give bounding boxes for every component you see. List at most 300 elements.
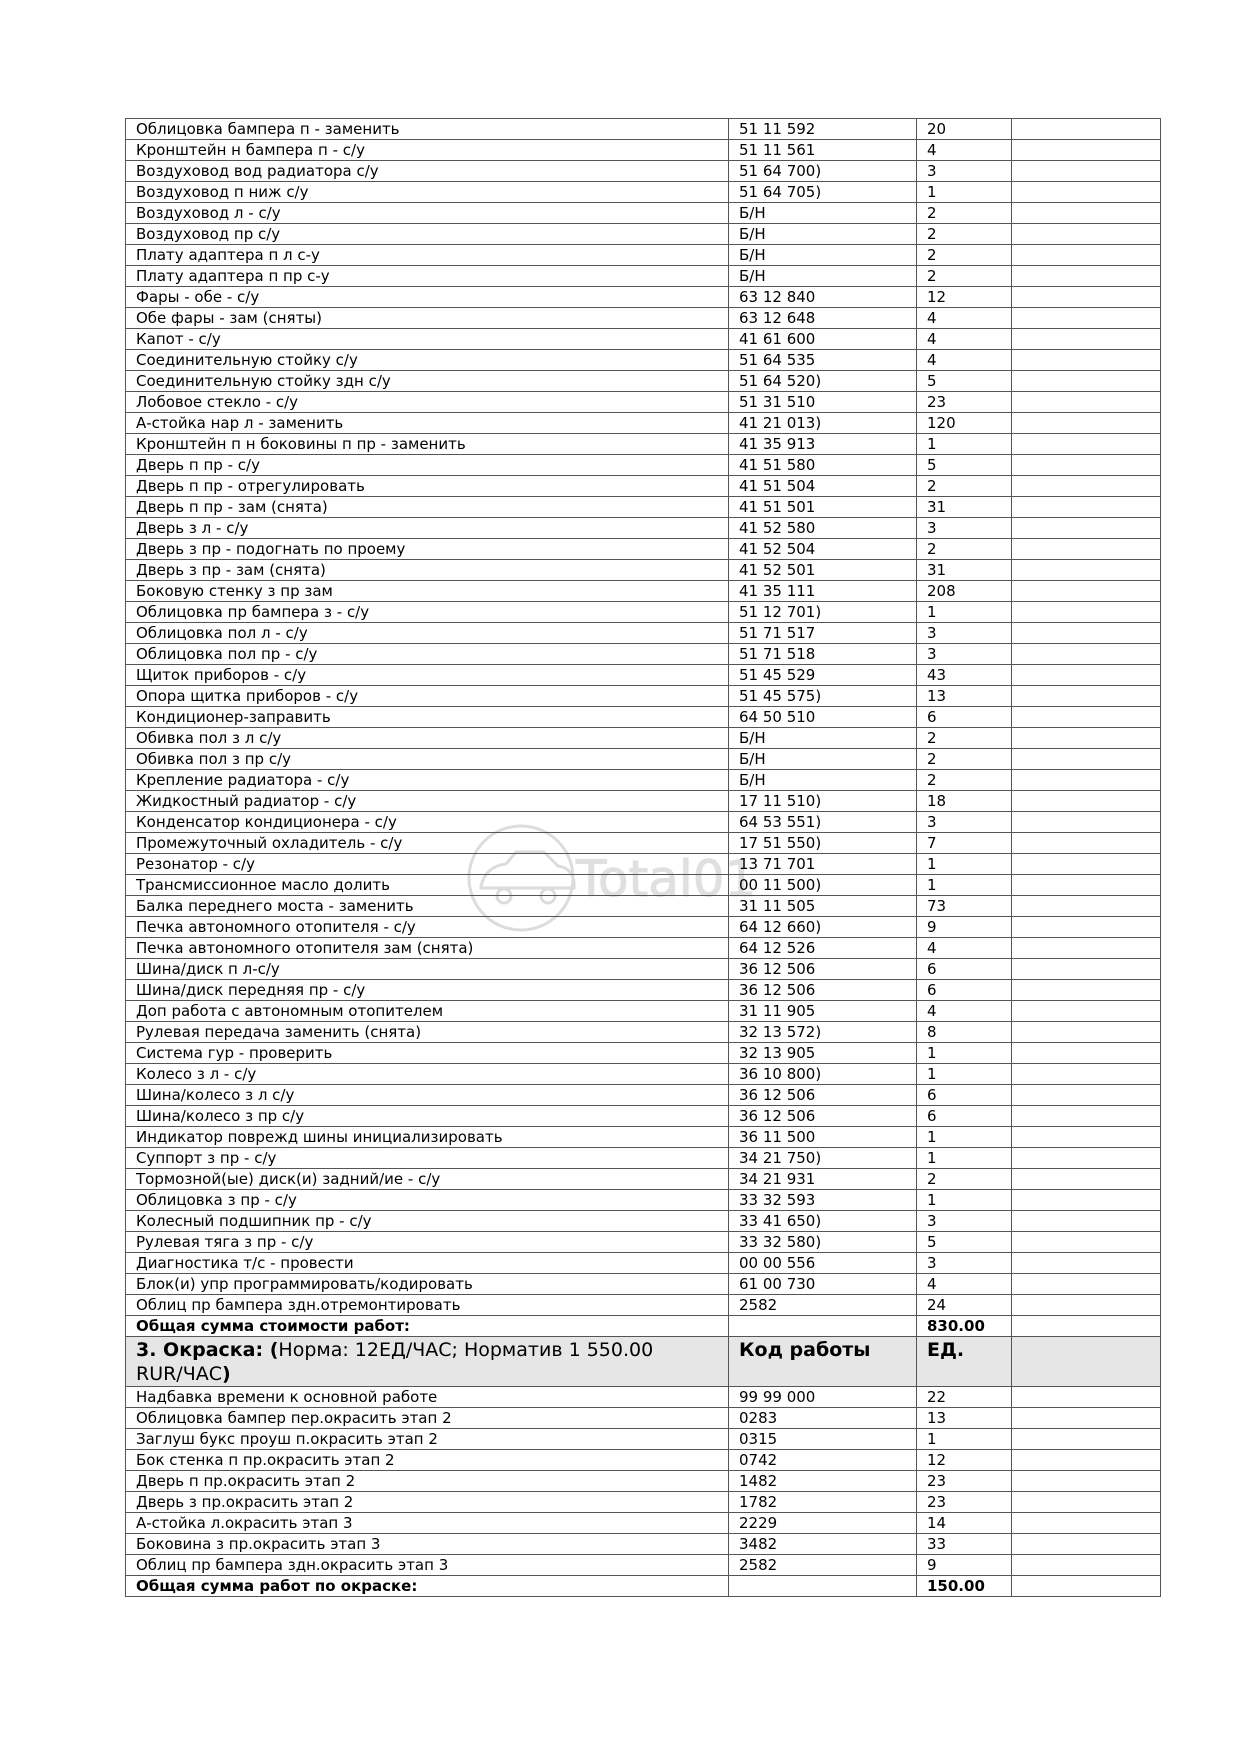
- paint-code-cell: 1482: [729, 1471, 917, 1492]
- work-code-cell: Б/Н: [729, 224, 917, 245]
- work-empty-cell: [1012, 1043, 1161, 1064]
- work-code-cell: 36 10 800): [729, 1064, 917, 1085]
- work-code-cell: 64 53 551): [729, 812, 917, 833]
- watermark-text: Total01: [576, 850, 757, 908]
- work-empty-cell: [1012, 728, 1161, 749]
- work-empty-cell: [1012, 539, 1161, 560]
- work-units-cell: 1: [917, 1043, 1012, 1064]
- table-row: [126, 1387, 1161, 1408]
- table-row: [126, 287, 1161, 308]
- work-empty-cell: [1012, 308, 1161, 329]
- table-row: [126, 1085, 1161, 1106]
- paint-units-cell: 23: [917, 1471, 1012, 1492]
- work-code-cell: 41 51 501: [729, 497, 917, 518]
- paint-operation-cell: Бок стенка п пр.окрасить этап 2: [126, 1450, 729, 1471]
- work-operation-cell: Опора щитка приборов - с/у: [126, 686, 729, 707]
- work-units-cell: 9: [917, 917, 1012, 938]
- work-code-cell: 41 51 580: [729, 455, 917, 476]
- work-empty-cell: [1012, 1295, 1161, 1316]
- table-row: [126, 1190, 1161, 1211]
- work-units-cell: 2: [917, 245, 1012, 266]
- work-operation-cell: Печка автономного отопителя - с/у: [126, 917, 729, 938]
- work-units-cell: 2: [917, 728, 1012, 749]
- total-empty-cell: [729, 1576, 917, 1597]
- paint-empty-cell: [1012, 1408, 1161, 1429]
- paint-units-cell: 14: [917, 1513, 1012, 1534]
- work-operation-cell: Тормозной(ые) диск(и) задний/ие - с/у: [126, 1169, 729, 1190]
- work-units-cell: 6: [917, 1085, 1012, 1106]
- work-empty-cell: [1012, 686, 1161, 707]
- work-units-cell: 1: [917, 1190, 1012, 1211]
- paint-code-cell: 0315: [729, 1429, 917, 1450]
- work-code-cell: 51 71 518: [729, 644, 917, 665]
- table-row: [126, 329, 1161, 350]
- work-units-cell: 3: [917, 161, 1012, 182]
- table-row: [126, 1555, 1161, 1576]
- work-code-cell: 13 71 701: [729, 854, 917, 875]
- paint-empty-cell: [1012, 1471, 1161, 1492]
- work-empty-cell: [1012, 791, 1161, 812]
- work-empty-cell: [1012, 392, 1161, 413]
- table-row: [126, 686, 1161, 707]
- work-empty-cell: [1012, 140, 1161, 161]
- work-empty-cell: [1012, 476, 1161, 497]
- work-operation-cell: Дверь з л - с/у: [126, 518, 729, 539]
- paint-units-cell: 23: [917, 1492, 1012, 1513]
- work-code-cell: Б/Н: [729, 203, 917, 224]
- work-total-row: [126, 1316, 1161, 1337]
- work-code-cell: Б/Н: [729, 266, 917, 287]
- work-empty-cell: [1012, 1106, 1161, 1127]
- work-operation-cell: Дверь п пр - отрегулировать: [126, 476, 729, 497]
- work-operation-cell: Шина/колесо з пр с/у: [126, 1106, 729, 1127]
- work-empty-cell: [1012, 1064, 1161, 1085]
- work-empty-cell: [1012, 161, 1161, 182]
- work-units-cell: 24: [917, 1295, 1012, 1316]
- table-row: [126, 1471, 1161, 1492]
- paint-code-cell: 0283: [729, 1408, 917, 1429]
- work-code-cell: 51 11 592: [729, 119, 917, 140]
- work-units-cell: 2: [917, 749, 1012, 770]
- table-row: [126, 476, 1161, 497]
- work-units-cell: 7: [917, 833, 1012, 854]
- work-operation-cell: Печка автономного отопителя зам (снята): [126, 938, 729, 959]
- section-title-text: 3. Окраска: (: [136, 1339, 279, 1361]
- work-operation-cell: Обивка пол з л с/у: [126, 728, 729, 749]
- total-label: Общая сумма работ по окраске:: [126, 1576, 729, 1597]
- work-code-cell: 64 50 510: [729, 707, 917, 728]
- work-units-cell: 1: [917, 434, 1012, 455]
- table-row: [126, 266, 1161, 287]
- work-units-cell: 4: [917, 1001, 1012, 1022]
- work-empty-cell: [1012, 266, 1161, 287]
- table-row: [126, 602, 1161, 623]
- paint-code-cell: 3482: [729, 1534, 917, 1555]
- units-column-header: ЕД.: [917, 1337, 1012, 1387]
- work-empty-cell: [1012, 329, 1161, 350]
- paint-code-cell: 99 99 000: [729, 1387, 917, 1408]
- table-row: [126, 1253, 1161, 1274]
- table-row: [126, 350, 1161, 371]
- work-code-cell: 00 00 556: [729, 1253, 917, 1274]
- work-empty-cell: [1012, 413, 1161, 434]
- work-units-cell: 20: [917, 119, 1012, 140]
- work-operation-cell: Фары - обе - с/у: [126, 287, 729, 308]
- work-units-cell: 120: [917, 413, 1012, 434]
- table-row: [126, 1148, 1161, 1169]
- work-operation-cell: Рулевая тяга з пр - с/у: [126, 1232, 729, 1253]
- table-row: [126, 707, 1161, 728]
- work-empty-cell: [1012, 959, 1161, 980]
- table-row: [126, 938, 1161, 959]
- table-row: [126, 539, 1161, 560]
- work-code-cell: 31 11 905: [729, 1001, 917, 1022]
- work-units-cell: 5: [917, 1232, 1012, 1253]
- table-row: [126, 1211, 1161, 1232]
- work-empty-cell: [1012, 1085, 1161, 1106]
- paint-empty-cell: [1012, 1513, 1161, 1534]
- table-row: [126, 917, 1161, 938]
- work-operation-cell: Индикатор поврежд шины инициализировать: [126, 1127, 729, 1148]
- table-row: [126, 728, 1161, 749]
- work-units-cell: 18: [917, 791, 1012, 812]
- table-row: [126, 140, 1161, 161]
- work-code-cell: 41 61 600: [729, 329, 917, 350]
- paint-operation-cell: Заглуш букс проуш п.окрасить этап 2: [126, 1429, 729, 1450]
- paint-section-header: [126, 1337, 1161, 1387]
- work-operation-cell: Резонатор - с/у: [126, 854, 729, 875]
- paint-operation-cell: Дверь з пр.окрасить этап 2: [126, 1492, 729, 1513]
- work-empty-cell: [1012, 1274, 1161, 1295]
- table-row: [126, 1429, 1161, 1450]
- work-operation-cell: Плату адаптера п пр с-у: [126, 266, 729, 287]
- paint-empty-cell: [1012, 1450, 1161, 1471]
- paint-empty-cell: [1012, 1534, 1161, 1555]
- work-code-cell: Б/Н: [729, 245, 917, 266]
- work-empty-cell: [1012, 182, 1161, 203]
- work-operation-cell: Шина/колесо з л с/у: [126, 1085, 729, 1106]
- work-operation-cell: Дверь п пр - зам (снята): [126, 497, 729, 518]
- work-units-cell: 4: [917, 938, 1012, 959]
- table-row: [126, 896, 1161, 917]
- paint-empty-cell: [1012, 1429, 1161, 1450]
- paint-units-cell: 22: [917, 1387, 1012, 1408]
- work-code-cell: 51 12 701): [729, 602, 917, 623]
- work-operation-cell: Соединительную стойку с/у: [126, 350, 729, 371]
- work-operation-cell: Облиц пр бампера здн.отремонтировать: [126, 1295, 729, 1316]
- work-operation-cell: Рулевая передача заменить (снята): [126, 1022, 729, 1043]
- norm-text: Норма: 12ЕД/ЧАС; Норматив: [278, 1339, 569, 1361]
- work-operation-cell: Колесо з л - с/у: [126, 1064, 729, 1085]
- work-code-cell: 63 12 648: [729, 308, 917, 329]
- paint-operation-cell: А-стойка л.окрасить этап 3: [126, 1513, 729, 1534]
- work-code-cell: 17 51 550): [729, 833, 917, 854]
- work-empty-cell: [1012, 1169, 1161, 1190]
- table-row: [126, 371, 1161, 392]
- table-row: [126, 812, 1161, 833]
- work-code-cell: 41 51 504: [729, 476, 917, 497]
- table-row: [126, 1492, 1161, 1513]
- paint-units-cell: 1: [917, 1429, 1012, 1450]
- header-empty-cell: [1012, 1337, 1161, 1387]
- work-code-cell: Б/Н: [729, 770, 917, 791]
- work-code-cell: 34 21 931: [729, 1169, 917, 1190]
- paint-empty-cell: [1012, 1492, 1161, 1513]
- table-row: [126, 1022, 1161, 1043]
- table-row: [126, 833, 1161, 854]
- table-row: [126, 245, 1161, 266]
- work-units-cell: 1: [917, 602, 1012, 623]
- table-row: [126, 749, 1161, 770]
- work-units-cell: 208: [917, 581, 1012, 602]
- work-empty-cell: [1012, 1190, 1161, 1211]
- work-code-cell: 51 71 517: [729, 623, 917, 644]
- work-units-cell: 2: [917, 476, 1012, 497]
- work-empty-cell: [1012, 287, 1161, 308]
- work-code-cell: 51 45 529: [729, 665, 917, 686]
- table-row: [126, 182, 1161, 203]
- work-code-cell: 36 12 506: [729, 959, 917, 980]
- paint-units-cell: 12: [917, 1450, 1012, 1471]
- work-empty-cell: [1012, 749, 1161, 770]
- paint-section-title: [126, 1337, 729, 1387]
- paint-units-cell: 9: [917, 1555, 1012, 1576]
- work-units-cell: 31: [917, 560, 1012, 581]
- work-units-cell: 43: [917, 665, 1012, 686]
- work-units-cell: 4: [917, 308, 1012, 329]
- table-row: [126, 623, 1161, 644]
- table-row: [126, 581, 1161, 602]
- table-row: [126, 1274, 1161, 1295]
- work-empty-cell: [1012, 203, 1161, 224]
- work-units-cell: 5: [917, 455, 1012, 476]
- work-empty-cell: [1012, 980, 1161, 1001]
- work-code-cell: 33 41 650): [729, 1211, 917, 1232]
- work-units-cell: 13: [917, 686, 1012, 707]
- work-empty-cell: [1012, 770, 1161, 791]
- work-operation-cell: Дверь з пр - зам (снята): [126, 560, 729, 581]
- work-units-cell: 2: [917, 770, 1012, 791]
- table-row: [126, 1001, 1161, 1022]
- work-units-cell: 4: [917, 140, 1012, 161]
- table-row: [126, 161, 1161, 182]
- work-units-cell: 5: [917, 371, 1012, 392]
- work-units-cell: 23: [917, 392, 1012, 413]
- table-row: [126, 455, 1161, 476]
- paint-code-cell: 2229: [729, 1513, 917, 1534]
- work-units-cell: 1: [917, 1127, 1012, 1148]
- work-code-cell: 32 13 572): [729, 1022, 917, 1043]
- work-units-cell: 2: [917, 203, 1012, 224]
- work-operation-cell: Обе фары - зам (сняты): [126, 308, 729, 329]
- work-empty-cell: [1012, 224, 1161, 245]
- work-empty-cell: [1012, 581, 1161, 602]
- work-code-cell: 64 12 660): [729, 917, 917, 938]
- work-operation-cell: Суппорт з пр - с/у: [126, 1148, 729, 1169]
- work-empty-cell: [1012, 1211, 1161, 1232]
- work-empty-cell: [1012, 560, 1161, 581]
- work-units-cell: 4: [917, 1274, 1012, 1295]
- paint-operation-cell: Боковина з пр.окрасить этап 3: [126, 1534, 729, 1555]
- paint-code-cell: 0742: [729, 1450, 917, 1471]
- work-units-cell: 3: [917, 812, 1012, 833]
- work-empty-cell: [1012, 665, 1161, 686]
- paint-operation-cell: Облиц пр бампера здн.окрасить этап 3: [126, 1555, 729, 1576]
- work-code-cell: 34 21 750): [729, 1148, 917, 1169]
- work-units-cell: 3: [917, 623, 1012, 644]
- paint-operation-cell: Облицовка бампер пер.окрасить этап 2: [126, 1408, 729, 1429]
- total-value: 150.00: [917, 1576, 1012, 1597]
- table-row: [126, 644, 1161, 665]
- work-code-cell: 41 52 504: [729, 539, 917, 560]
- work-operation-cell: Диагностика т/с - провести: [126, 1253, 729, 1274]
- work-operation-cell: Крепление радиатора - с/у: [126, 770, 729, 791]
- work-empty-cell: [1012, 917, 1161, 938]
- table-row: [126, 770, 1161, 791]
- work-code-cell: 36 12 506: [729, 1085, 917, 1106]
- table-row: [126, 1064, 1161, 1085]
- work-empty-cell: [1012, 1253, 1161, 1274]
- work-empty-cell: [1012, 1022, 1161, 1043]
- work-empty-cell: [1012, 833, 1161, 854]
- work-operation-cell: Облицовка бампера п - заменить: [126, 119, 729, 140]
- work-operation-cell: Воздуховод вод радиатора с/у: [126, 161, 729, 182]
- table-row: [126, 497, 1161, 518]
- work-empty-cell: [1012, 497, 1161, 518]
- table-row: [126, 392, 1161, 413]
- paint-units-cell: 33: [917, 1534, 1012, 1555]
- close-paren: ): [222, 1363, 231, 1385]
- work-code-cell: 51 64 520): [729, 371, 917, 392]
- work-operation-cell: Лобовое стекло - с/у: [126, 392, 729, 413]
- work-code-cell: 36 12 506: [729, 1106, 917, 1127]
- work-code-cell: 32 13 905: [729, 1043, 917, 1064]
- table-row: [126, 875, 1161, 896]
- work-operation-cell: Плату адаптера п л с-у: [126, 245, 729, 266]
- paint-operation-cell: Надбавка времени к основной работе: [126, 1387, 729, 1408]
- work-units-cell: 12: [917, 287, 1012, 308]
- work-units-cell: 31: [917, 497, 1012, 518]
- work-operation-cell: Щиток приборов - с/у: [126, 665, 729, 686]
- total-empty-cell: [1012, 1576, 1161, 1597]
- work-empty-cell: [1012, 875, 1161, 896]
- work-empty-cell: [1012, 119, 1161, 140]
- work-units-cell: 1: [917, 875, 1012, 896]
- work-empty-cell: [1012, 602, 1161, 623]
- work-operation-cell: Кондиционер-заправить: [126, 707, 729, 728]
- work-code-cell: 41 35 111: [729, 581, 917, 602]
- unit-text: RUR/ЧАС: [136, 1363, 223, 1385]
- work-operation-cell: Облицовка пр бампера з - с/у: [126, 602, 729, 623]
- work-code-cell: 33 32 580): [729, 1232, 917, 1253]
- work-empty-cell: [1012, 518, 1161, 539]
- work-empty-cell: [1012, 812, 1161, 833]
- work-empty-cell: [1012, 623, 1161, 644]
- work-units-cell: 4: [917, 350, 1012, 371]
- code-column-header: Код работы: [729, 1337, 917, 1387]
- paint-units-cell: 13: [917, 1408, 1012, 1429]
- work-units-cell: 8: [917, 1022, 1012, 1043]
- table-row: [126, 518, 1161, 539]
- work-units-cell: 6: [917, 707, 1012, 728]
- work-units-cell: 3: [917, 644, 1012, 665]
- work-code-cell: 61 00 730: [729, 1274, 917, 1295]
- work-code-cell: 41 52 580: [729, 518, 917, 539]
- work-empty-cell: [1012, 455, 1161, 476]
- work-empty-cell: [1012, 896, 1161, 917]
- work-operation-cell: Промежуточный охладитель - с/у: [126, 833, 729, 854]
- work-operation-cell: Капот - с/у: [126, 329, 729, 350]
- paint-total-row: [126, 1576, 1161, 1597]
- total-label: Общая сумма стоимости работ:: [126, 1316, 729, 1337]
- work-operation-cell: Трансмиссионное масло долить: [126, 875, 729, 896]
- table-row: [126, 308, 1161, 329]
- work-empty-cell: [1012, 245, 1161, 266]
- work-operation-cell: Дверь п пр - с/у: [126, 455, 729, 476]
- work-units-cell: 3: [917, 1211, 1012, 1232]
- work-code-cell: 64 12 526: [729, 938, 917, 959]
- work-operation-cell: Конденсатор кондиционера - с/у: [126, 812, 729, 833]
- work-code-cell: 51 31 510: [729, 392, 917, 413]
- work-operation-cell: Блок(и) упр программировать/кодировать: [126, 1274, 729, 1295]
- work-units-cell: 3: [917, 518, 1012, 539]
- table-row: [126, 1169, 1161, 1190]
- table-row: [126, 665, 1161, 686]
- work-units-cell: 2: [917, 224, 1012, 245]
- work-code-cell: 41 21 013): [729, 413, 917, 434]
- work-empty-cell: [1012, 350, 1161, 371]
- work-code-cell: Б/Н: [729, 749, 917, 770]
- work-units-cell: 4: [917, 329, 1012, 350]
- work-operation-cell: Воздуховод л - с/у: [126, 203, 729, 224]
- work-operation-cell: Дверь з пр - подогнать по проему: [126, 539, 729, 560]
- total-empty-cell: [1012, 1316, 1161, 1337]
- work-operation-cell: Облицовка пол пр - с/у: [126, 644, 729, 665]
- work-empty-cell: [1012, 938, 1161, 959]
- work-code-cell: 51 45 575): [729, 686, 917, 707]
- work-code-cell: 33 32 593: [729, 1190, 917, 1211]
- work-operation-cell: Доп работа с автономным отопителем: [126, 1001, 729, 1022]
- work-code-cell: 63 12 840: [729, 287, 917, 308]
- table-row: [126, 980, 1161, 1001]
- work-units-cell: 1: [917, 1148, 1012, 1169]
- work-empty-cell: [1012, 707, 1161, 728]
- paint-operation-cell: Дверь п пр.окрасить этап 2: [126, 1471, 729, 1492]
- work-operation-cell: А-стойка нар л - заменить: [126, 413, 729, 434]
- work-operation-cell: Кронштейн н бампера п - с/у: [126, 140, 729, 161]
- work-empty-cell: [1012, 1148, 1161, 1169]
- table-row: [126, 119, 1161, 140]
- work-units-cell: 6: [917, 959, 1012, 980]
- table-row: [126, 1408, 1161, 1429]
- work-code-cell: 51 64 535: [729, 350, 917, 371]
- table-row: [126, 854, 1161, 875]
- work-code-cell: 41 35 913: [729, 434, 917, 455]
- work-code-cell: 51 11 561: [729, 140, 917, 161]
- work-operation-cell: Облицовка пол л - с/у: [126, 623, 729, 644]
- work-units-cell: 6: [917, 980, 1012, 1001]
- work-operation-cell: Воздуховод пр с/у: [126, 224, 729, 245]
- work-empty-cell: [1012, 1232, 1161, 1253]
- work-empty-cell: [1012, 1127, 1161, 1148]
- work-operation-cell: Балка переднего моста - заменить: [126, 896, 729, 917]
- work-operation-cell: Колесный подшипник пр - с/у: [126, 1211, 729, 1232]
- work-code-cell: 36 12 506: [729, 980, 917, 1001]
- work-code-cell: Б/Н: [729, 728, 917, 749]
- table-row: [126, 224, 1161, 245]
- table-row: [126, 413, 1161, 434]
- work-units-cell: 3: [917, 1253, 1012, 1274]
